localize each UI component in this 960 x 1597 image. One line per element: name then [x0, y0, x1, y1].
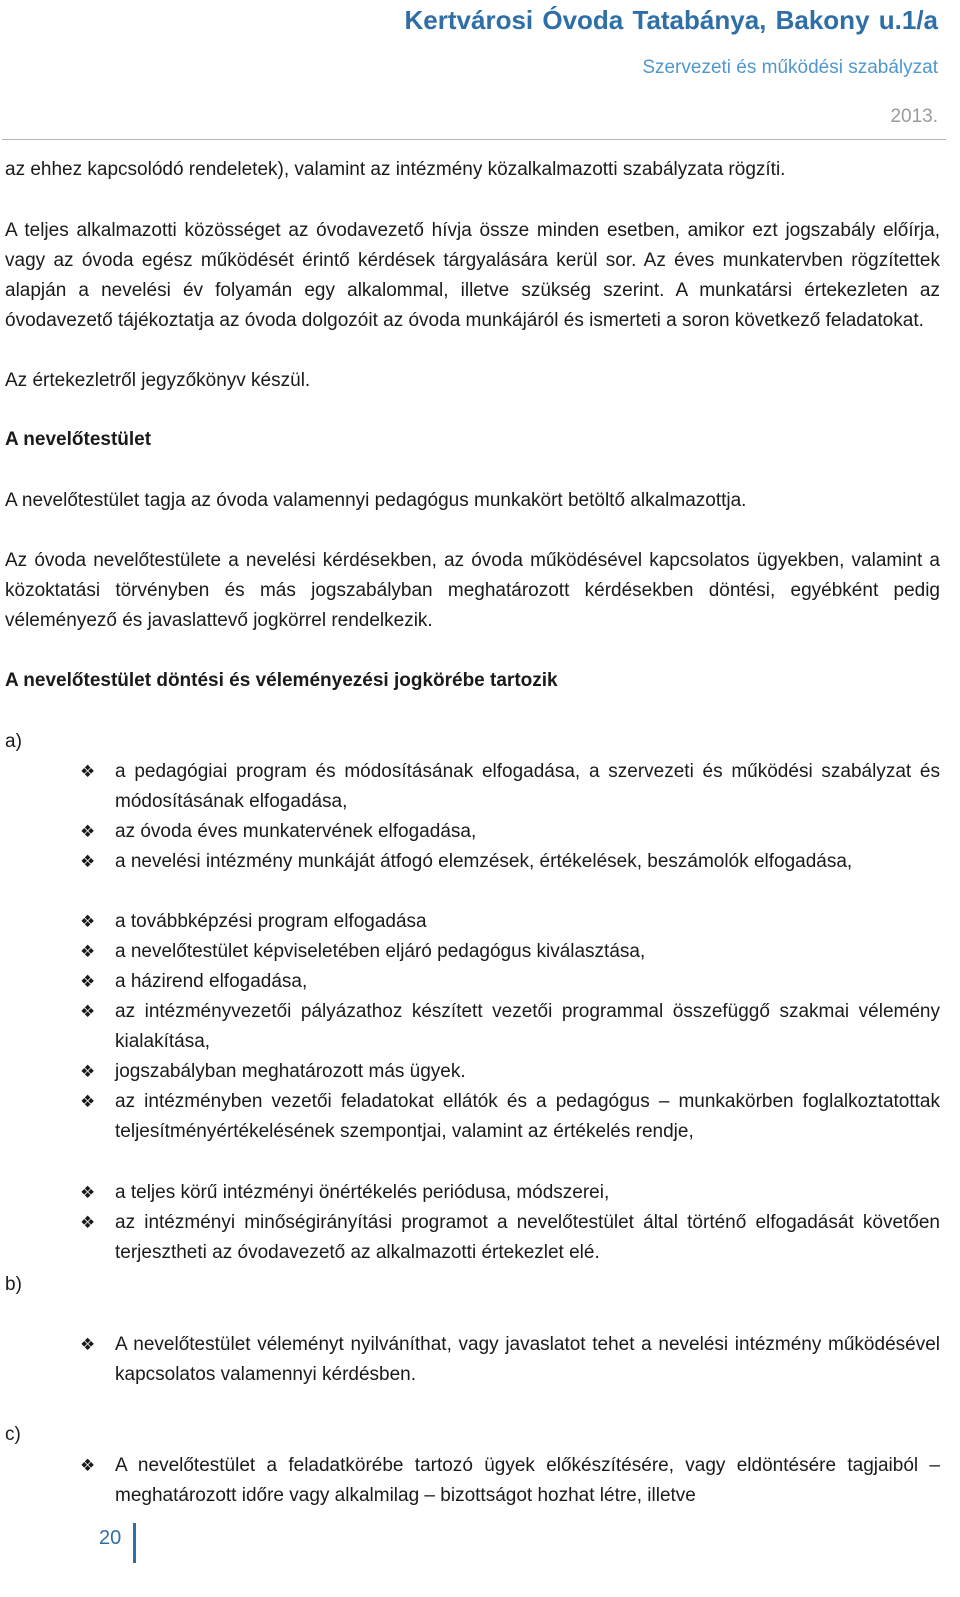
paragraph-membership: A nevelőtestület tagja az óvoda valamennyi pedagógus munkakört betöltő alkalmazottja.	[5, 490, 747, 511]
list-item: a házirend elfogadása,	[115, 971, 308, 992]
diamond-bullet-icon: ❖	[80, 942, 96, 961]
list-item: a nevelőtestület képviseletében eljáró pedagógus kiválasztása,	[115, 941, 646, 962]
list-item: az intézményben vezetői feladatokat ellátók és a pedagógus – munkakörben foglalkoztatottak teljesítményértékelésének szempontjai, valamint az értékelés rendje,	[115, 1091, 940, 1142]
document-header-title: Kertvárosi Óvoda Tatabánya, Bakony u.1/a	[404, 5, 938, 35]
diamond-bullet-icon: ❖	[80, 1002, 96, 1021]
list-item: az óvoda éves munkatervének elfogadása,	[115, 821, 477, 842]
list-item: az intézményi minőségirányítási programot a nevelőtestület által történő elfogadását követően terjesztheti az óvodavezető az alkalmazotti értekezlet elé.	[115, 1212, 940, 1263]
page-number-bar	[133, 1523, 136, 1563]
diamond-bullet-icon: ❖	[80, 972, 96, 991]
paragraph-staff-meeting: A teljes alkalmazotti közösséget az óvodavezető hívja össze minden esetben, amikor ezt jogszabály előírja, vagy az óvoda egész működését érintő kérdések tárgyalására kerül sor. Az éves munkatervben rögzítettek alapján a nevelési év folyamán egy alkalommal, illetve szükség szerint. A munkatársi értekezleten az óvodavezető tájékoztatja az óvoda dolgozóit az óvoda munkájáról és ismerteti a soron következő feladatokat.	[5, 220, 940, 331]
list-item: A nevelőtestület véleményt nyilváníthat, vagy javaslatot tehet a nevelési intézmény működésével kapcsolatos valamennyi kérdésben.	[115, 1334, 940, 1385]
list-label-c: c)	[5, 1424, 21, 1445]
list-item: a teljes körű intézményi önértékelés periódusa, módszerei,	[115, 1182, 610, 1203]
diamond-bullet-icon: ❖	[80, 852, 96, 871]
header-divider	[2, 139, 946, 140]
list-item: A nevelőtestület a feladatkörébe tartozó ügyek előkészítésére, vagy eldöntésére tagjaiból – meghatározott időre vagy alkalmilag – bizottságot hozhat létre, illetve	[115, 1455, 940, 1506]
diamond-bullet-icon: ❖	[80, 912, 96, 931]
diamond-bullet-icon: ❖	[80, 1062, 96, 1081]
diamond-bullet-icon: ❖	[80, 822, 96, 841]
paragraph-competence: Az óvoda nevelőtestülete a nevelési kérdésekben, az óvoda működésével kapcsolatos ügyekben, valamint a közoktatási törvényben és más jogszabályban meghatározott kérdésekben döntési, egyébként pedig véleményező és javaslattevő jogkörrel rendelkezik.	[5, 550, 940, 631]
paragraph-intro: az ehhez kapcsolódó rendeletek), valamint az intézmény közalkalmazotti szabályzata rögzíti.	[5, 159, 786, 180]
diamond-bullet-icon: ❖	[80, 762, 96, 781]
list-item: jogszabályban meghatározott más ügyek.	[115, 1061, 466, 1082]
diamond-bullet-icon: ❖	[80, 1456, 96, 1475]
document-header-subtitle: Szervezeti és működési szabályzat	[642, 57, 938, 78]
document-header-year: 2013.	[890, 106, 938, 127]
paragraph-minutes: Az értekezletről jegyzőkönyv készül.	[5, 370, 311, 391]
diamond-bullet-icon: ❖	[80, 1213, 96, 1232]
diamond-bullet-icon: ❖	[80, 1183, 96, 1202]
list-item: a továbbképzési program elfogadása	[115, 911, 427, 932]
section-heading-nevelotestulet: A nevelőtestület	[5, 429, 152, 450]
page-number: 20	[99, 1527, 122, 1549]
list-item: az intézményvezetői pályázathoz készített vezetői programmal összefüggő szakmai vélemény kialakítása,	[115, 1001, 940, 1052]
diamond-bullet-icon: ❖	[80, 1092, 96, 1111]
diamond-bullet-icon: ❖	[80, 1335, 96, 1354]
list-label-b: b)	[5, 1274, 22, 1295]
list-label-a: a)	[5, 731, 22, 752]
list-item: a nevelési intézmény munkáját átfogó elemzések, értékelések, beszámolók elfogadása,	[115, 851, 853, 872]
section-heading-jogkor: A nevelőtestület döntési és véleményezési jogkörébe tartozik	[5, 670, 558, 691]
list-item: a pedagógiai program és módosításának elfogadása, a szervezeti és működési szabályzat és módosításának elfogadása,	[115, 761, 940, 812]
